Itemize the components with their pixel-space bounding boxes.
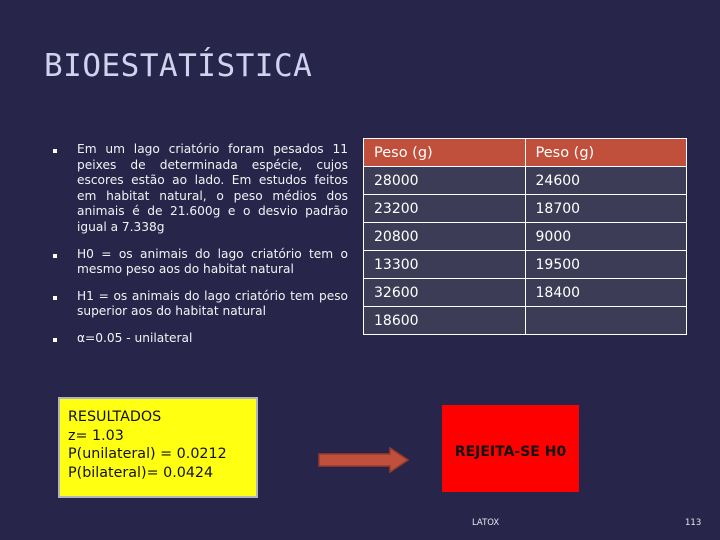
bullet-text: H1 = os animais do lago criatório tem peso superior aos do habitat natural [77, 288, 348, 319]
table-row [364, 279, 687, 307]
results-line: z= 1.03 [68, 427, 124, 444]
decision-box [442, 405, 579, 492]
table-cell: 32600 [364, 279, 526, 307]
table-header-cell: Peso (g) [364, 139, 526, 167]
table-header-cell: Peso (g) [525, 139, 687, 167]
table-cell: 20800 [364, 223, 526, 251]
results-heading: RESULTADOS [68, 409, 162, 425]
square-bullet-icon [52, 253, 58, 259]
table-cell: 23200 [364, 195, 526, 223]
table-cell: 9000 [525, 223, 687, 251]
bullet-text: H0 = os animais do lago criatório tem o mesmo peso aos do habitat natural [77, 246, 348, 277]
table-row [364, 195, 687, 223]
bullet-item [52, 331, 348, 347]
table-row [364, 223, 687, 251]
footer-text: LATOX [472, 518, 500, 528]
bullet-item [52, 289, 348, 320]
page-number: 113 [685, 518, 702, 528]
bullet-text: α=0.05 - unilateral [77, 330, 193, 345]
table-cell: 18700 [525, 195, 687, 223]
bullet-item [52, 247, 348, 278]
table-cell: 28000 [364, 167, 526, 195]
table-row [364, 307, 687, 335]
table-row [364, 251, 687, 279]
table-cell: 19500 [525, 251, 687, 279]
square-bullet-icon [52, 295, 58, 301]
results-box [58, 397, 258, 498]
table-header-row [364, 139, 687, 167]
bullet-item [52, 142, 348, 236]
square-bullet-icon [52, 148, 58, 154]
results-line: P(unilateral) = 0.0212 [68, 446, 227, 462]
table-cell [525, 307, 687, 335]
right-arrow-icon [318, 447, 410, 473]
square-bullet-icon [52, 337, 58, 343]
bullet-list [52, 142, 348, 358]
table-cell: 18400 [525, 279, 687, 307]
results-line: P(bilateral)= 0.0424 [68, 464, 214, 481]
bullet-text: Em um lago criatório foram pesados 11 peixes de determinada espécie, cujos escores estão ao lado. Em estudos feitos em habitat natural, o peso médios dos animais é de 21.600g e o desvio padrão igual a 7.338g [77, 142, 348, 234]
table-cell: 24600 [525, 167, 687, 195]
slide-title: BIOESTATÍSTICA [44, 48, 313, 84]
table-row [364, 167, 687, 195]
weights-table [363, 138, 687, 335]
table-cell: 18600 [364, 307, 526, 335]
decision-text: REJEITA-SE H0 [454, 444, 567, 460]
table-cell: 13300 [364, 251, 526, 279]
